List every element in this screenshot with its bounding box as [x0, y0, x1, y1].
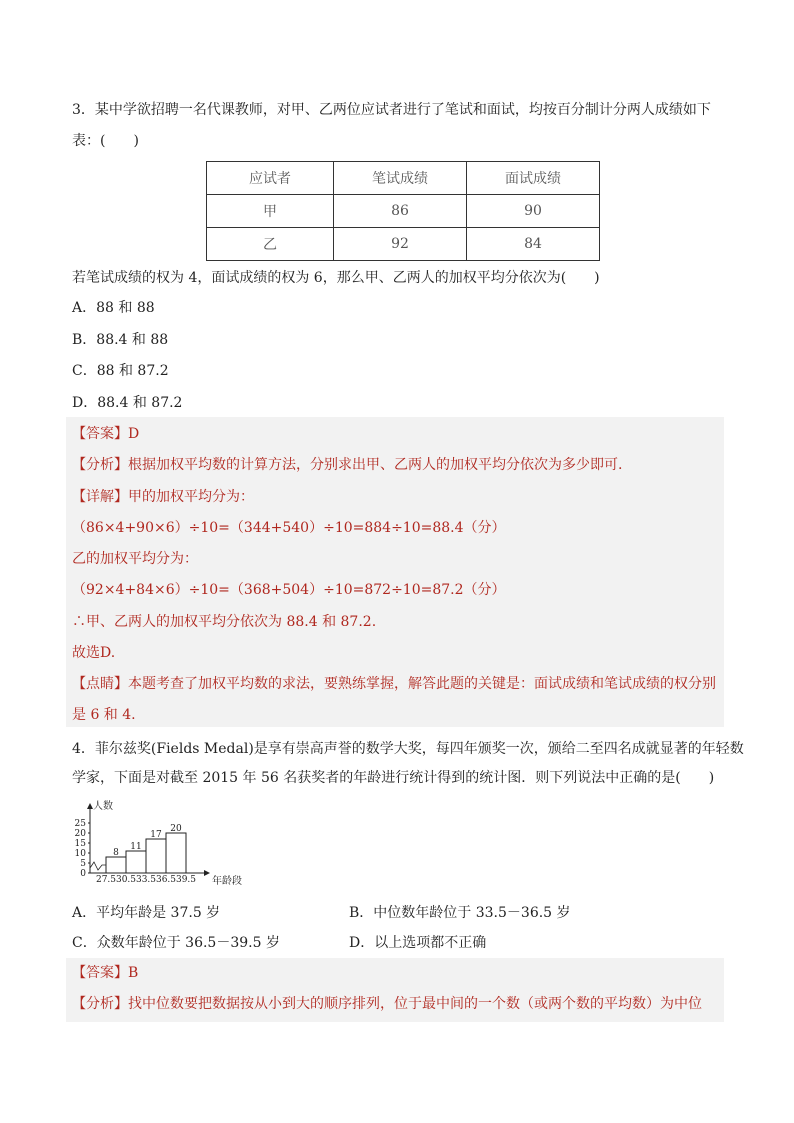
- table-cell: 90: [467, 195, 600, 228]
- conclusion: ∴甲、乙两人的加权平均分依次为 88.4 和 87.2.: [72, 614, 377, 630]
- calc-yi: （92×4+84×6）÷10=（368+504）÷10=872÷10=87.2（分）: [72, 582, 506, 598]
- analysis-tag: 【分析】: [72, 996, 128, 1012]
- bar-value-label: 11: [130, 842, 142, 852]
- y-tick-label: 10: [74, 849, 86, 859]
- age-histogram: [70, 797, 260, 892]
- table-header-cell: 笔试成绩: [334, 162, 467, 195]
- detail-intro: 甲的加权平均分为：: [128, 489, 254, 505]
- q3-stem-line2: 表：( ): [72, 133, 139, 149]
- q3-detail-line: [72, 487, 254, 507]
- table-row: [207, 228, 600, 261]
- histogram-bar: [106, 857, 126, 873]
- bar-value-label: 17: [150, 830, 162, 840]
- table-header-cell: 面试成绩: [467, 162, 600, 195]
- y-tick-label: 25: [74, 819, 86, 829]
- answer-value: B: [128, 965, 139, 981]
- comment-text: 本题考查了加权平均数的求法，要熟练掌握，解答此题的关键是：面试成绩和笔试成绩的权分别: [128, 676, 716, 692]
- q4-analysis-line: [72, 994, 702, 1014]
- q4-option-c: C．众数年龄位于 36.5－39.5 岁: [72, 935, 280, 951]
- x-axis-arrow: [204, 870, 210, 876]
- table-cell: 乙: [207, 228, 334, 261]
- table-cell: 84: [467, 228, 600, 261]
- option-a: A．88 和 88: [72, 300, 155, 316]
- table-row: [207, 195, 600, 228]
- choose: 故选D.: [72, 645, 116, 661]
- histogram-bar: [146, 839, 166, 873]
- q4-option-b: B．中位数年龄位于 33.5－36.5 岁: [349, 905, 571, 921]
- x-tick-label: 33.5: [135, 875, 157, 885]
- y-tick-label: 15: [74, 839, 86, 849]
- q3-stem-line1: 3．某中学欲招聘一名代课教师，对甲、乙两位应试者进行了笔试和面试，均按百分制计分两人成绩如下: [72, 102, 711, 118]
- analysis-text: 根据加权平均数的计算方法，分别求出甲、乙两人的加权平均分依次为多少即可.: [128, 457, 623, 473]
- option-b: B．88.4 和 88: [72, 332, 169, 348]
- calc-jia: （86×4+90×6）÷10=（344+540）÷10=884÷10=88.4（分）: [72, 520, 506, 536]
- q3-comment-line2: 是 6 和 4.: [72, 707, 136, 723]
- q3-question: 若笔试成绩的权为 4，面试成绩的权为 6，那么甲、乙两人的加权平均分依次为( ): [72, 270, 600, 286]
- histogram-bar: [126, 851, 146, 873]
- table-header-row: [207, 162, 600, 195]
- x-axis-label: 年龄段: [212, 876, 242, 887]
- x-tick-label: 39.5: [175, 875, 197, 885]
- comment-tag: 【点睛】: [72, 676, 128, 692]
- q4-stem-line2: 学家，下面是对截至 2015 年 56 名获奖者的年龄进行统计得到的统计图．则下列说法中正确的是( ): [72, 770, 715, 786]
- q4-option-a: A．平均年龄是 37.5 岁: [72, 905, 221, 921]
- y-tick-label: 0: [80, 869, 86, 879]
- q3-answer-line: [72, 424, 139, 444]
- x-tick-label: 36.5: [155, 875, 177, 885]
- table-header-cell: 应试者: [207, 162, 334, 195]
- axis-break: [90, 862, 106, 870]
- table-cell: 甲: [207, 195, 334, 228]
- answer-tag: 【答案】: [72, 426, 128, 442]
- y-axis-label: 人数: [93, 801, 113, 812]
- q4-answer-line: [72, 963, 138, 983]
- option-c: C．88 和 87.2: [72, 363, 169, 379]
- q4-stem-line1: 4．菲尔兹奖(Fields Medal)是享有崇高声誉的数学大奖，每四年颁奖一次，颁给二至四名成就显著的年轻数: [72, 741, 744, 757]
- answer-value: D: [128, 426, 140, 442]
- x-tick-label: 30.5: [115, 875, 137, 885]
- yi-intro: 乙的加权平均分为：: [72, 551, 198, 567]
- histogram-bar: [166, 833, 186, 873]
- option-d: D．88.4 和 87.2: [72, 395, 183, 411]
- table-cell: 92: [334, 228, 467, 261]
- y-tick-label: 5: [80, 859, 86, 869]
- y-tick-label: 20: [74, 829, 86, 839]
- analysis-text: 找中位数要把数据按从小到大的顺序排列，位于最中间的一个数（或两个数的平均数）为中位: [128, 996, 702, 1012]
- bar-value-label: 20: [170, 824, 182, 834]
- x-tick-label: 27.5: [95, 875, 117, 885]
- analysis-tag: 【分析】: [72, 457, 128, 473]
- q3-analysis-line: [72, 455, 622, 475]
- bar-value-label: 8: [113, 848, 119, 858]
- q4-option-d: D．以上选项都不正确: [349, 935, 487, 951]
- detail-tag: 【详解】: [72, 489, 128, 505]
- score-table: [206, 161, 600, 261]
- table-cell: 86: [334, 195, 467, 228]
- q3-comment-line1: [72, 674, 716, 694]
- answer-tag: 【答案】: [72, 965, 128, 981]
